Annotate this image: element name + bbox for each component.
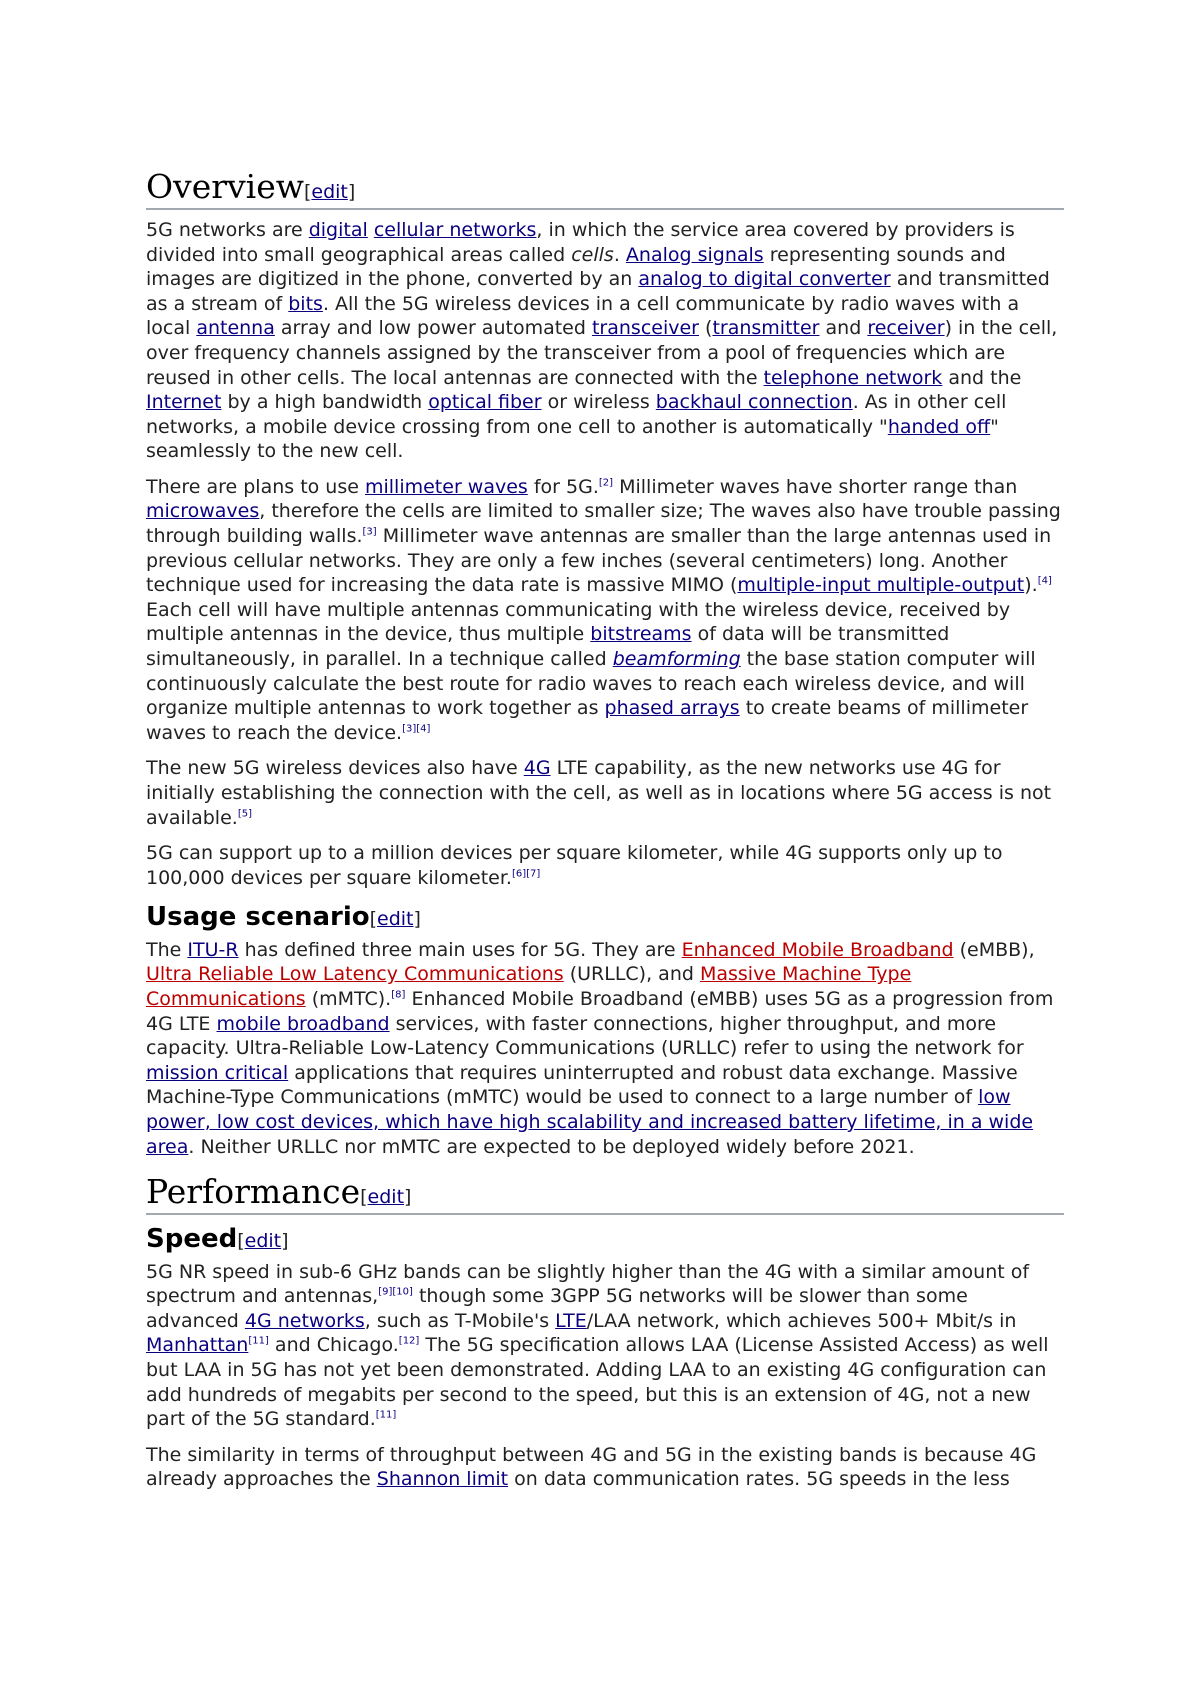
text: and transmitted as a stream of: [146, 268, 1050, 315]
link-antenna[interactable]: antenna: [196, 317, 275, 340]
text: (URLLC), and: [563, 963, 700, 986]
text: Enhanced Mobile Broadband (eMBB) uses 5G as a progression from 4G LTE: [146, 988, 1054, 1035]
section-title: Speed: [146, 1224, 238, 1255]
link-mimo[interactable]: multiple-input multiple-output: [737, 574, 1025, 597]
bracket-close: ]: [413, 908, 421, 931]
text: /LAA network, which achieves 500+ Mbit/s in: [586, 1309, 1017, 1332]
text: There are plans to use: [146, 475, 365, 498]
text: to create beams of millimeter waves to reach the device.: [146, 697, 1029, 744]
bracket-open: [: [369, 908, 378, 931]
text: " seamlessly to the new cell.: [146, 415, 999, 463]
text: . As in other cell networks, a mobile device crossing from one cell to another is automatically ": [146, 391, 1007, 438]
text: 5G networks are: [146, 218, 309, 241]
link-digital[interactable]: digital: [308, 218, 368, 241]
section-heading-usage-scenario: [146, 901, 1064, 934]
speed-paragraph-1: [146, 1260, 1064, 1432]
link-microwaves[interactable]: microwaves: [146, 500, 260, 523]
citation-link[interactable]: [11]: [375, 1409, 397, 1421]
link-4g-networks[interactable]: 4G networks: [244, 1309, 365, 1332]
italic-cells: cells: [571, 243, 614, 266]
overview-paragraph-2: [146, 475, 1064, 746]
citation-link[interactable]: [4]: [1037, 575, 1052, 587]
edit-section-usage: [370, 908, 421, 930]
link-enhanced-mobile-broadband[interactable]: Enhanced Mobile Broadband: [681, 938, 954, 961]
link-backhaul-connection[interactable]: backhaul connection: [655, 391, 853, 414]
link-4g[interactable]: 4G: [523, 757, 551, 780]
bracket-open: [: [237, 1230, 245, 1253]
text: by a high bandwidth: [221, 391, 429, 414]
text: though some 3GPP 5G networks will be slower than some advanced: [146, 1285, 968, 1332]
citation: [1038, 576, 1052, 587]
citation: [248, 1336, 269, 1347]
bracket-close: ]: [281, 1230, 289, 1253]
text: Millimeter waves have shorter range than: [613, 475, 1018, 498]
link-lte[interactable]: LTE: [555, 1309, 587, 1332]
section-heading-speed: [146, 1223, 1064, 1256]
bracket-open: [: [360, 1186, 368, 1209]
speed-paragraph-2: [146, 1443, 1064, 1492]
citation-link[interactable]: [8]: [391, 989, 406, 1001]
link-urllc[interactable]: Ultra Reliable Low Latency Communications: [146, 963, 564, 986]
link-cellular-networks[interactable]: cellular networks: [373, 218, 537, 241]
text: (: [698, 317, 713, 340]
overview-paragraph-4: [146, 841, 1064, 890]
text: .: [613, 243, 626, 266]
link-shannon-limit[interactable]: Shannon limit: [376, 1468, 509, 1491]
section-heading-performance: [146, 1173, 1064, 1215]
link-handed-off[interactable]: handed off: [887, 415, 991, 438]
text: (mMTC).: [305, 988, 392, 1011]
link-bitstreams[interactable]: bitstreams: [590, 623, 692, 646]
section-heading-overview: [146, 168, 1064, 210]
link-beamforming[interactable]: beamforming: [612, 648, 741, 671]
text: of data will be transmitted simultaneously, in parallel. In a technique called: [146, 623, 950, 671]
link-analog-to-digital-converter[interactable]: analog to digital converter: [638, 268, 891, 291]
citation: [378, 1287, 413, 1298]
link-transmitter[interactable]: transmitter: [712, 317, 820, 340]
overview-paragraph-1: [146, 218, 1064, 464]
link-mobile-broadband[interactable]: mobile broadband: [216, 1012, 390, 1035]
text: applications that requires uninterrupted and robust data exchange. Massive Machine-Type Communications (mMTC) would be used to connect to a large number of: [146, 1061, 1018, 1109]
text: Millimeter wave antennas are smaller than the large antennas used in previous cellular networks. They are only a few inches (several centimeters) long. Another technique used for increasing the data rate is massive MIMO (: [146, 525, 1052, 597]
link-mission-critical[interactable]: mission critical: [146, 1061, 289, 1084]
text: The 5G specification allows LAA (License Assisted Access) as well but LAA in 5G has not yet been demonstrated. Adding LAA to an existing 4G configuration can add hundreds of megabits per second to the speed, but this is an extension of 4G, not a new part of the 5G standard.: [146, 1334, 1049, 1431]
text: on data communication rates. 5G speeds in the less: [508, 1468, 1010, 1491]
text: representing sounds and images are digitized in the phone, converted by an: [146, 243, 1006, 291]
text: Each cell will have multiple antennas communicating with the wireless device, received by multiple antennas in the device, thus multiple: [146, 598, 1011, 646]
citation-link[interactable]: [6][7]: [511, 868, 541, 880]
link-millimeter-waves[interactable]: millimeter waves: [364, 475, 528, 498]
link-analog-signals[interactable]: Analog signals: [625, 243, 764, 266]
text: LTE capability, as the new networks use 4G for initially establishing the connection with the cell, as well as in locations where 5G access is not available.: [146, 757, 1052, 829]
edit-link[interactable]: edit: [311, 181, 348, 203]
text: and: [819, 317, 868, 340]
link-itu-r[interactable]: ITU-R: [187, 938, 239, 961]
link-low-power-devices[interactable]: low power, low cost devices, which have high scalability and increased battery lifetime, in a wide area: [146, 1086, 1034, 1158]
citation: [512, 868, 540, 879]
overview-paragraph-3: [146, 756, 1064, 830]
text: the base station computer will continuously calculate the best route for radio waves to reach each wireless device, and will organize multiple antennas to work together as: [146, 648, 1036, 720]
section-title: Usage scenario: [146, 902, 370, 933]
bracket-close: ]: [347, 181, 356, 203]
citation-link[interactable]: [11]: [248, 1336, 269, 1348]
citation-link[interactable]: [3][4]: [402, 723, 431, 735]
text: services, with faster connections, higher throughput, and more capacity. Ultra-Reliable Low-Latency Communications (URLLC) refer to using the network for: [146, 1012, 1024, 1060]
text: 5G can support up to a million devices per square kilometer, while 4G supports only up to 100,000 devices per square kilometer.: [146, 842, 1003, 889]
bracket-close: ]: [404, 1186, 412, 1209]
text: The similarity in terms of throughput between 4G and 5G in the existing bands is because 4G already approaches the: [146, 1443, 1037, 1491]
link-bits[interactable]: bits: [288, 292, 323, 315]
edit-section-speed: [237, 1230, 288, 1252]
edit-link[interactable]: edit: [367, 1186, 405, 1209]
link-optical-fiber[interactable]: optical fiber: [428, 391, 542, 414]
section-title: Overview: [146, 167, 304, 206]
citation-link[interactable]: [3]: [362, 526, 377, 538]
text: , therefore the cells are limited to smaller size; The waves also have trouble passing through building walls.: [146, 500, 1061, 548]
text: for 5G.: [527, 475, 599, 498]
section-title: Performance: [146, 1172, 361, 1212]
link-telephone-network[interactable]: telephone network: [763, 366, 943, 389]
text: The new 5G wireless devices also have: [146, 757, 524, 780]
text: , in which the service area covered by providers is divided into small geographical areas called: [146, 218, 1015, 266]
citation-link[interactable]: [12]: [398, 1336, 420, 1348]
link-transceiver[interactable]: transceiver: [591, 317, 699, 340]
citation-link[interactable]: [5]: [237, 808, 252, 820]
citation: [391, 990, 405, 1001]
article-body: [146, 168, 1064, 1503]
text: and Chicago.: [268, 1334, 399, 1357]
citation: [238, 808, 252, 819]
edit-link[interactable]: edit: [377, 908, 414, 931]
bracket-open: [: [303, 181, 312, 203]
usage-paragraph-1: [146, 938, 1064, 1159]
text: . All the 5G wireless devices in a cell communicate by radio waves with a local: [146, 292, 1020, 340]
citation: [363, 527, 377, 538]
edit-section-overview: [304, 181, 355, 203]
citation: [399, 1336, 420, 1347]
text: The: [146, 938, 188, 961]
text: . Neither URLLC nor mMTC are expected to be deployed widely before 2021.: [188, 1135, 915, 1158]
link-receiver[interactable]: receiver: [867, 317, 945, 340]
link-internet[interactable]: Internet: [146, 391, 222, 414]
text: ).: [1024, 574, 1038, 597]
link-mmtc[interactable]: Massive Machine Type Communications: [146, 963, 912, 1011]
text: , such as T-Mobile's: [364, 1309, 556, 1332]
edit-link[interactable]: edit: [244, 1230, 282, 1253]
citation: [599, 478, 613, 489]
text: or wireless: [541, 391, 656, 414]
citation-link[interactable]: [9][10]: [378, 1286, 413, 1298]
citation-link[interactable]: [2]: [598, 477, 614, 489]
text: 5G NR speed in sub-6 GHz bands can be slightly higher than the 4G with a similar amount of spectrum and antennas,: [146, 1260, 1030, 1308]
text: (eMBB),: [953, 938, 1035, 961]
citation: [376, 1410, 397, 1421]
text: ) in the cell, over frequency channels assigned by the transceiver from a pool of frequencies which are reused in other cells. The local antennas are connected with the: [146, 317, 1058, 389]
text: and the: [942, 366, 1022, 389]
link-manhattan[interactable]: Manhattan: [146, 1334, 249, 1357]
text: has defined three main uses for 5G. They are: [238, 938, 682, 961]
link-phased-arrays[interactable]: phased arrays: [604, 697, 740, 720]
citation: [402, 723, 430, 734]
edit-section-performance: [360, 1186, 411, 1208]
text: array and low power automated: [274, 317, 592, 340]
